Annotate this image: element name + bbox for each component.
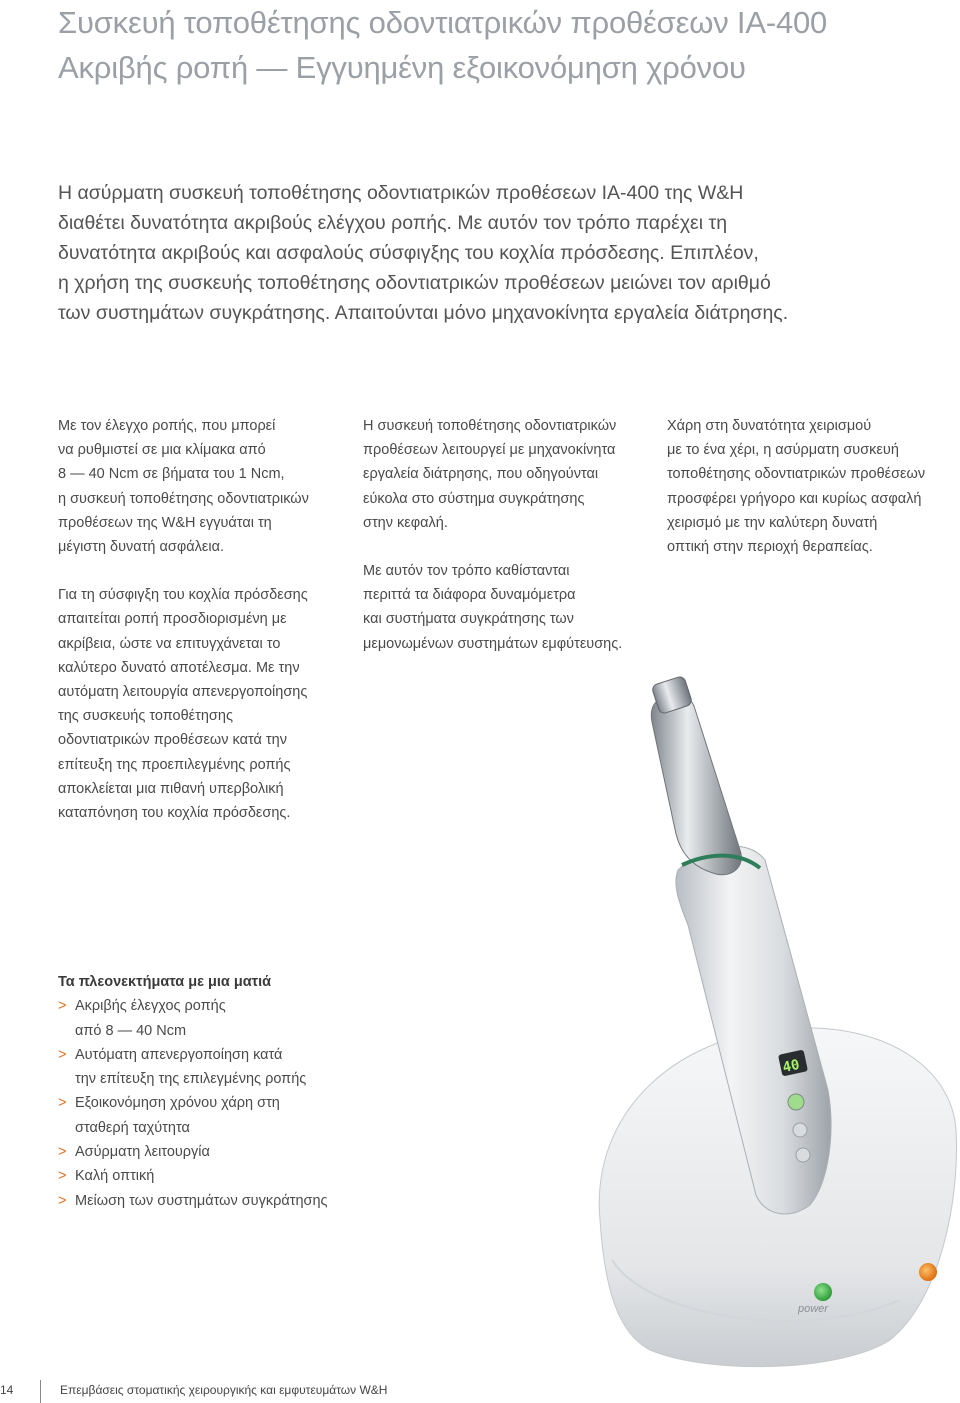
advantage-line: Μείωση των συστημάτων συγκράτησης bbox=[75, 1192, 328, 1209]
advantage-line: Αυτόματη απενεργοποίηση κατά bbox=[75, 1046, 283, 1063]
orange-indicator bbox=[919, 1263, 937, 1281]
footer-text: Επεμβάσεις στοματικής χειρουργικής και εμφυτευμάτων W&H bbox=[60, 1383, 388, 1397]
implant-driver-device-image bbox=[560, 660, 960, 1380]
arrow-marker-icon: > bbox=[58, 1095, 67, 1112]
text-line: περιττά τα διάφορα δυναμόμετρα bbox=[363, 587, 576, 604]
column-3-paragraph-1 bbox=[667, 414, 957, 559]
footer-divider bbox=[40, 1380, 41, 1403]
intro-line: διαθέτει δυνατότητα ακριβούς ελέγχου ροπής. Με αυτόν τον τρόπο παρέχει τη bbox=[58, 212, 728, 234]
text-line: καταπόνηση του κοχλία πρόσδεσης. bbox=[58, 805, 291, 822]
column-1-paragraph-2 bbox=[58, 583, 348, 825]
advantage-item bbox=[58, 1189, 388, 1213]
page-footer bbox=[0, 1380, 960, 1403]
text-line: χειρισμό με την καλύτερη δυνατή bbox=[667, 514, 878, 531]
column-2-paragraph-1 bbox=[363, 414, 653, 535]
title-line-2: Ακριβής ροπή — Εγγυημένη εξοικονόμηση χρόνου bbox=[58, 50, 746, 85]
text-line: επίτευξη της προεπιλεγμένης ροπής bbox=[58, 756, 291, 773]
advantage-line: σταθερή ταχύτητα bbox=[75, 1119, 190, 1136]
text-line: αυτόματη λειτουργία απενεργοποίησης bbox=[58, 684, 308, 701]
text-line: η συσκευή τοποθέτησης οδοντιατρικών bbox=[58, 490, 309, 507]
text-line: απαιτείται ροπή προσδιορισμένη με bbox=[58, 611, 287, 628]
page-number: 14 bbox=[0, 1383, 14, 1397]
text-line: προσφέρει γρήγορο και κυρίως ασφαλή bbox=[667, 490, 922, 507]
handpiece-button bbox=[788, 1094, 804, 1110]
advantages-box bbox=[58, 970, 388, 1213]
text-line: Χάρη στη δυνατότητα χειρισμού bbox=[667, 418, 872, 434]
text-line: οπτική στην περιοχή θεραπείας. bbox=[667, 539, 873, 556]
advantages-list bbox=[58, 994, 388, 1213]
intro-line: των συστημάτων συγκράτησης. Απαιτούνται μόνο μηχανοκίνητα εργαλεία διάτρησης. bbox=[58, 302, 789, 324]
text-line: με το ένα χέρι, η ασύρματη συσκευή bbox=[667, 442, 899, 459]
text-line: της συσκευής τοποθέτησης bbox=[58, 708, 233, 725]
advantage-line: Ακριβής έλεγχος ροπής bbox=[75, 998, 226, 1015]
column-2-paragraph-2 bbox=[363, 559, 653, 656]
column-1-paragraph-1 bbox=[58, 414, 348, 559]
advantage-line: Ασύρματη λειτουργία bbox=[75, 1144, 210, 1161]
advantage-line: Καλή οπτική bbox=[75, 1168, 155, 1185]
handpiece-button bbox=[796, 1148, 810, 1162]
text-line: Με αυτόν τον τρόπο καθίστανται bbox=[363, 563, 570, 580]
text-line: ακρίβεια, ώστε να επιτυγχάνεται το bbox=[58, 635, 281, 652]
text-line: να ρυθμιστεί σε μια κλίμακα από bbox=[58, 442, 266, 459]
text-line: προθέσεων της W&H εγγυάται τη bbox=[58, 514, 272, 531]
advantage-item bbox=[58, 1091, 388, 1140]
arrow-marker-icon: > bbox=[58, 1046, 67, 1063]
advantage-item bbox=[58, 1043, 388, 1092]
torque-display-value: 40 bbox=[781, 1056, 802, 1077]
intro-line: η χρήση της συσκευής τοποθέτησης οδοντιατρικών προθέσεων μειώνει τον αριθμό bbox=[58, 272, 771, 294]
advantage-item bbox=[58, 994, 388, 1043]
arrow-marker-icon: > bbox=[58, 1192, 67, 1209]
arrow-marker-icon: > bbox=[58, 1144, 67, 1161]
text-line: στην κεφαλή. bbox=[363, 514, 448, 531]
text-line: Για τη σύσφιγξη του κοχλία πρόσδεσης bbox=[58, 587, 308, 604]
text-line: εύκολα στο σύστημα συγκράτησης bbox=[363, 490, 585, 507]
intro-paragraph bbox=[58, 178, 938, 328]
handpiece-button bbox=[793, 1123, 807, 1137]
text-line: οδοντιατρικών προθέσεων κατά την bbox=[58, 732, 287, 749]
advantage-item bbox=[58, 1140, 388, 1164]
text-line: προθέσεων λειτουργεί με μηχανοκίνητα bbox=[363, 442, 616, 459]
advantage-item bbox=[58, 1164, 388, 1188]
text-line: καλύτερο δυνατό αποτέλεσμα. Με την bbox=[58, 659, 300, 676]
title-line-1: Συσκευή τοποθέτησης οδοντιατρικών προθέσεων IA-400 bbox=[58, 5, 828, 40]
text-line: Η συσκευή τοποθέτησης οδοντιατρικών bbox=[363, 418, 617, 434]
text-line: μεμονωμένων συστημάτων εμφύτευσης. bbox=[363, 635, 623, 652]
column-2 bbox=[363, 414, 653, 656]
text-line: Με τον έλεγχο ροπής, που μπορεί bbox=[58, 418, 276, 434]
advantage-line: από 8 — 40 Ncm bbox=[75, 1022, 187, 1039]
text-line: και συστήματα συγκράτησης των bbox=[363, 611, 574, 628]
text-line: 8 — 40 Ncm σε βήματα του 1 Ncm, bbox=[58, 466, 285, 483]
text-line: μέγιστη δυνατή ασφάλεια. bbox=[58, 539, 224, 556]
column-1 bbox=[58, 414, 348, 825]
handpiece-neck bbox=[651, 694, 741, 875]
text-line: αποκλείεται μια πιθανή υπερβολική bbox=[58, 780, 284, 797]
arrow-marker-icon: > bbox=[58, 1168, 67, 1185]
advantage-line: την επίτευξη της επιλεγμένης ροπής bbox=[75, 1071, 307, 1088]
intro-line: δυνατότητα ακριβούς και ασφαλούς σύσφιγξης του κοχλία πρόσδεσης. Επιπλέον, bbox=[58, 242, 759, 264]
advantages-heading: Τα πλεονεκτήματα με μια ματιά bbox=[58, 974, 272, 990]
intro-line: Η ασύρματη συσκευή τοποθέτησης οδοντιατρικών προθέσεων IA-400 της W&H bbox=[58, 182, 744, 204]
arrow-marker-icon: > bbox=[58, 998, 67, 1015]
power-button bbox=[814, 1283, 832, 1301]
text-line: τοποθέτησης οδοντιατρικών προθέσεων bbox=[667, 466, 926, 483]
text-line: εργαλεία διάτρησης, που οδηγούνται bbox=[363, 466, 599, 483]
advantage-line: Εξοικονόμηση χρόνου χάρη στη bbox=[75, 1095, 280, 1112]
power-label: power bbox=[798, 1303, 828, 1315]
column-3 bbox=[667, 414, 957, 559]
page-title bbox=[58, 0, 827, 90]
